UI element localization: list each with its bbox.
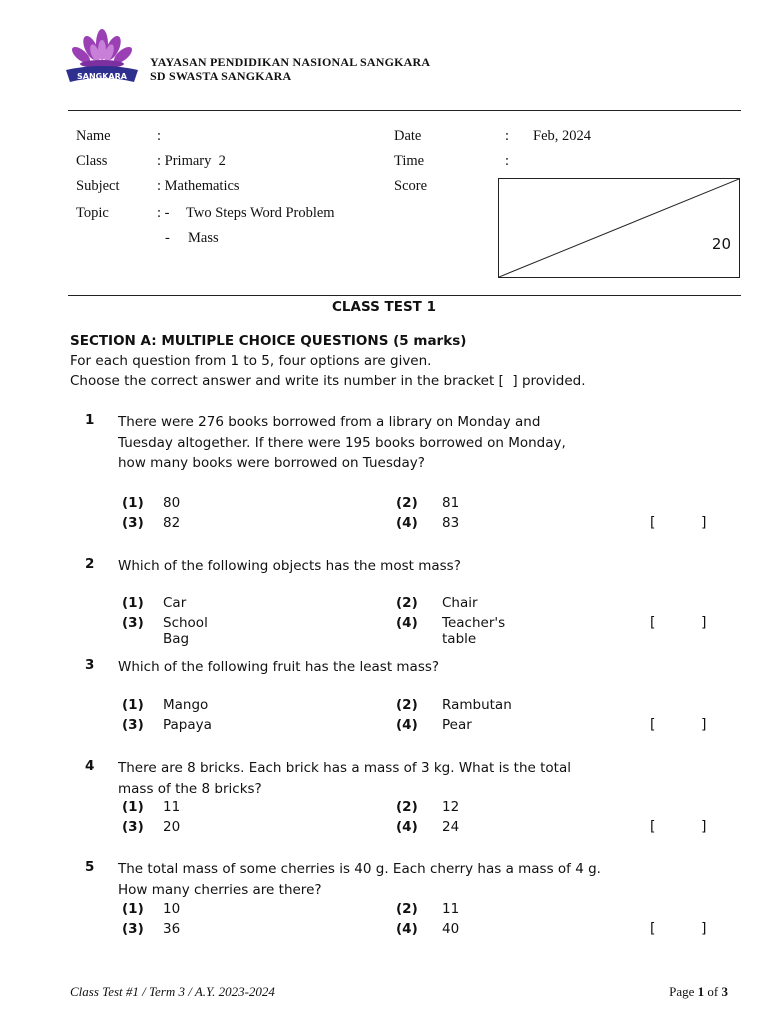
question-text [118, 556, 638, 577]
option-text: 81 [442, 495, 460, 511]
option-text: 80 [163, 495, 181, 511]
option-number: (4) [396, 819, 418, 835]
score-diagonal [499, 179, 739, 277]
section-instruction-2: Choose the correct answer and write its number in the bracket [ ] provided. [70, 373, 586, 389]
option-text: 12 [442, 799, 460, 815]
question-line: There were 276 books borrowed from a library on Monday and [118, 414, 541, 430]
topic-dash-2: - [165, 230, 170, 246]
question-line: Which of the following objects has the most mass? [118, 558, 461, 574]
question-line: There are 8 bricks. Each brick has a mass of 3 kg. What is the total [118, 760, 571, 776]
class-label: Class [76, 153, 108, 169]
info-divider [68, 295, 741, 296]
page-of: of [707, 984, 719, 999]
name-label: Name [76, 128, 111, 144]
logo-text: SANGKARA [77, 72, 127, 81]
option-number: (3) [122, 717, 144, 733]
answer-bracket-open: [ [650, 921, 656, 937]
section-instruction-1: For each question from 1 to 5, four options are given. [70, 353, 432, 369]
option-number: (1) [122, 799, 144, 815]
answer-bracket-close: ] [701, 921, 707, 937]
question-line: Which of the following fruit has the least mass? [118, 659, 440, 675]
option-text: Teacher's table [442, 615, 506, 647]
question-line: how many books were borrowed on Tuesday? [118, 455, 425, 471]
question-number: 4 [85, 758, 95, 774]
school-name: SD SWASTA SANGKARA [150, 69, 292, 83]
option-text: Papaya [163, 717, 212, 733]
topic-prefix: : - [157, 205, 170, 221]
option-text: 82 [163, 515, 181, 531]
option-number: (1) [122, 495, 144, 511]
option-text: Pear [442, 717, 472, 733]
question-text [118, 412, 638, 474]
question-number: 2 [85, 556, 95, 572]
answer-bracket-close: ] [701, 515, 707, 531]
class-value: : Primary 2 [157, 153, 226, 169]
option-number: (3) [122, 615, 144, 631]
option-number: (4) [396, 515, 418, 531]
option-number: (4) [396, 615, 418, 631]
school-logo [62, 26, 142, 90]
option-number: (3) [122, 515, 144, 531]
option-number: (1) [122, 595, 144, 611]
answer-bracket-open: [ [650, 615, 656, 631]
time-colon: : [505, 153, 510, 169]
option-text: 83 [442, 515, 460, 531]
option-text: 40 [442, 921, 460, 937]
question-text [118, 657, 638, 678]
question-line: How many cherries are there? [118, 881, 322, 898]
answer-bracket-close: ] [701, 819, 707, 835]
question-text [118, 859, 638, 900]
page-number: 1 [697, 984, 705, 999]
question-line: The total mass of some cherries is 40 g. Each cherry has a mass of 4 g. [118, 861, 601, 877]
option-number: (1) [122, 697, 144, 713]
option-number: (2) [396, 901, 418, 917]
option-number: (3) [122, 819, 144, 835]
question-line: mass of the 8 bricks? [118, 780, 262, 797]
subject-label: Subject [76, 178, 120, 194]
page-total: 3 [721, 984, 728, 999]
question-text [118, 758, 638, 799]
score-total: 20 [711, 235, 731, 253]
score-label: Score [394, 178, 428, 194]
answer-bracket-open: [ [650, 515, 656, 531]
option-number: (2) [396, 697, 418, 713]
date-label: Date [394, 128, 422, 144]
test-title: CLASS TEST 1 [332, 299, 436, 315]
option-number: (2) [396, 495, 418, 511]
question-number: 5 [85, 859, 95, 875]
answer-bracket-close: ] [701, 615, 707, 631]
score-box [498, 178, 740, 278]
topic-value-2: Mass [188, 230, 219, 246]
foundation-name: YAYASAN PENDIDIKAN NASIONAL SANGKARA [150, 55, 431, 69]
option-number: (4) [396, 717, 418, 733]
option-text: Car [163, 595, 187, 611]
option-text: Mango [163, 697, 209, 713]
option-text: Chair [442, 595, 478, 611]
time-label: Time [394, 153, 425, 169]
option-text: 10 [163, 901, 181, 917]
option-number: (1) [122, 901, 144, 917]
answer-bracket-open: [ [650, 717, 656, 733]
topic-value-1: Two Steps Word Problem [186, 205, 335, 221]
option-text: 11 [163, 799, 181, 815]
date-value: Feb, 2024 [533, 128, 591, 144]
subject-value: : Mathematics [157, 178, 240, 194]
option-text: 24 [442, 819, 460, 835]
question-line: Tuesday altogether. If there were 195 books borrowed on Monday, [118, 434, 566, 451]
question-number: 1 [85, 412, 95, 428]
option-text: 36 [163, 921, 181, 937]
option-number: (2) [396, 595, 418, 611]
section-title: SECTION A: MULTIPLE CHOICE QUESTIONS (5 marks) [70, 333, 467, 349]
page-indicator [669, 984, 728, 1000]
page-word: Page [669, 984, 695, 999]
option-text: School Bag [163, 615, 208, 647]
option-number: (4) [396, 921, 418, 937]
date-colon: : [505, 128, 510, 144]
option-number: (3) [122, 921, 144, 937]
answer-bracket-open: [ [650, 819, 656, 835]
option-text: 11 [442, 901, 460, 917]
topic-label: Topic [76, 205, 109, 221]
option-text: Rambutan [442, 697, 512, 713]
header-divider [68, 110, 741, 111]
question-number: 3 [85, 657, 95, 673]
answer-bracket-close: ] [701, 717, 707, 733]
footer-test-info: Class Test #1 / Term 3 / A.Y. 2023-2024 [70, 984, 275, 999]
name-value: : [157, 128, 162, 144]
option-text: 20 [163, 819, 181, 835]
option-number: (2) [396, 799, 418, 815]
